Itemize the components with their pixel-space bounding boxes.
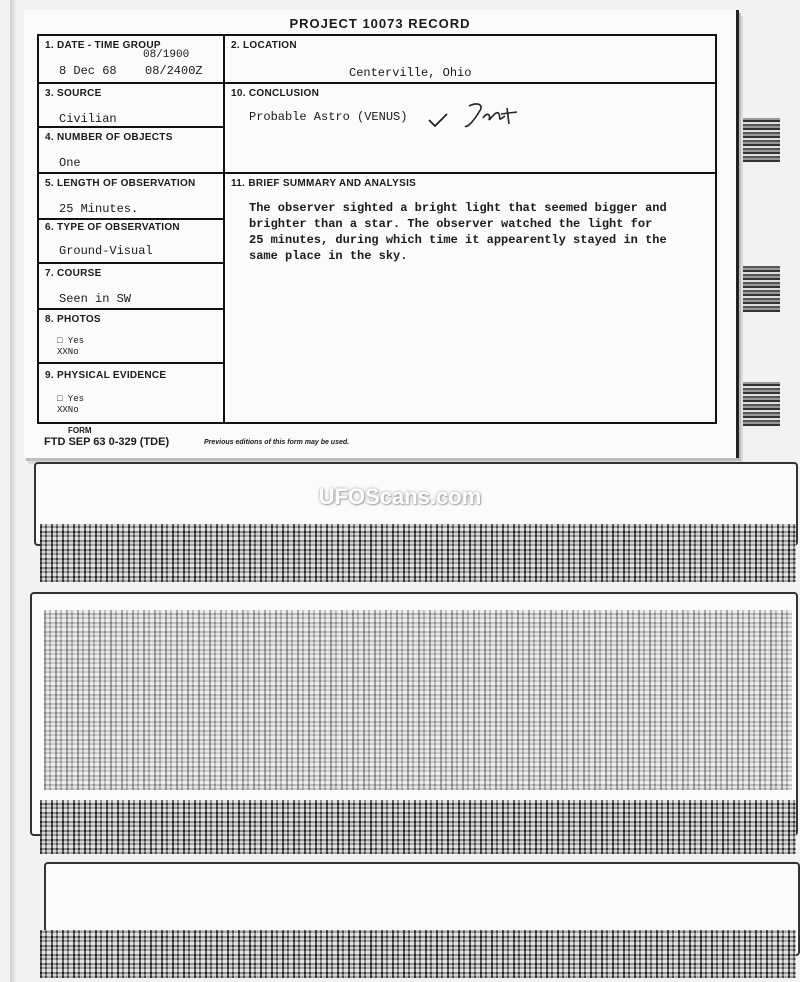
- scan-noise-right-1: [740, 118, 780, 162]
- source-cell: [39, 84, 224, 128]
- form-note: Previous editions of this form may be used.: [204, 439, 350, 446]
- location-cell: [225, 36, 715, 84]
- summary-line: The observer sighted a bright light that seemed bigger and: [249, 201, 667, 215]
- scan-noise-band-3: [40, 930, 796, 978]
- length-cell: [39, 174, 224, 220]
- photos-no-option: XXNo: [57, 347, 79, 357]
- location-value: Centerville, Ohio: [349, 66, 472, 80]
- scan-noise-right-3: [740, 382, 780, 426]
- source-value: Civilian: [59, 112, 117, 126]
- location-label: 2. LOCATION: [231, 40, 297, 51]
- evidence-no-option: XXNo: [57, 405, 79, 415]
- length-value: 25 Minutes.: [59, 202, 139, 216]
- objects-cell: [39, 128, 224, 174]
- objects-label: 4. NUMBER OF OBJECTS: [45, 132, 173, 143]
- summary-line: brighter than a star. The observer watched the light for: [249, 217, 653, 231]
- length-label: 5. LENGTH OF OBSERVATION: [45, 178, 196, 189]
- conclusion-label: 10. CONCLUSION: [231, 88, 320, 99]
- summary-line: 25 minutes, during which time it appearently stayed in the: [249, 233, 667, 247]
- scan-noise-band-1: [40, 524, 796, 582]
- photos-label: 8. PHOTOS: [45, 314, 101, 325]
- evidence-checkboxes: [57, 394, 84, 416]
- evidence-label: 9. PHYSICAL EVIDENCE: [45, 370, 167, 381]
- form-word: FORM: [68, 426, 92, 435]
- photos-yes-option: □ Yes: [57, 336, 85, 346]
- course-value: Seen in SW: [59, 292, 132, 306]
- record-form-grid: [37, 34, 717, 424]
- scan-noise-band-2: [40, 800, 796, 854]
- type-label: 6. TYPE OF OBSERVATION: [45, 222, 180, 233]
- record-title: PROJECT 10073 RECORD: [289, 16, 471, 31]
- type-cell: [39, 220, 224, 264]
- summary-label: 11. BRIEF SUMMARY AND ANALYSIS: [231, 178, 417, 189]
- photos-cell: [39, 310, 224, 364]
- conclusion-value: Probable Astro (VENUS): [249, 110, 408, 124]
- date-label: 1. DATE - TIME GROUP: [45, 40, 161, 51]
- scan-noise-right-2: [740, 266, 780, 312]
- form-number: FTD SEP 63 0-329 (TDE): [44, 436, 170, 448]
- approval-checkmark-signature: [425, 98, 535, 132]
- evidence-cell: [39, 364, 224, 422]
- conclusion-cell: [225, 84, 715, 174]
- course-cell: [39, 264, 224, 310]
- watermark: UFOScans.com: [318, 484, 482, 509]
- objects-value: One: [59, 156, 81, 170]
- summary-line: same place in the sky.: [249, 249, 408, 263]
- form-footer: [44, 426, 684, 456]
- scan-noise-block-2: [44, 610, 792, 790]
- summary-text: [249, 200, 689, 264]
- date-cell: [39, 36, 224, 84]
- summary-cell: [225, 174, 715, 422]
- type-value: Ground-Visual: [59, 244, 153, 258]
- date-gmt-value: 08/2400Z: [145, 64, 203, 78]
- course-label: 7. COURSE: [45, 268, 102, 279]
- date-local-value: 08/1900: [143, 49, 190, 61]
- photos-checkboxes: [57, 336, 84, 358]
- source-label: 3. SOURCE: [45, 88, 102, 99]
- date-value: 8 Dec 68: [59, 64, 117, 78]
- evidence-yes-option: □ Yes: [57, 394, 85, 404]
- record-card: [24, 10, 739, 458]
